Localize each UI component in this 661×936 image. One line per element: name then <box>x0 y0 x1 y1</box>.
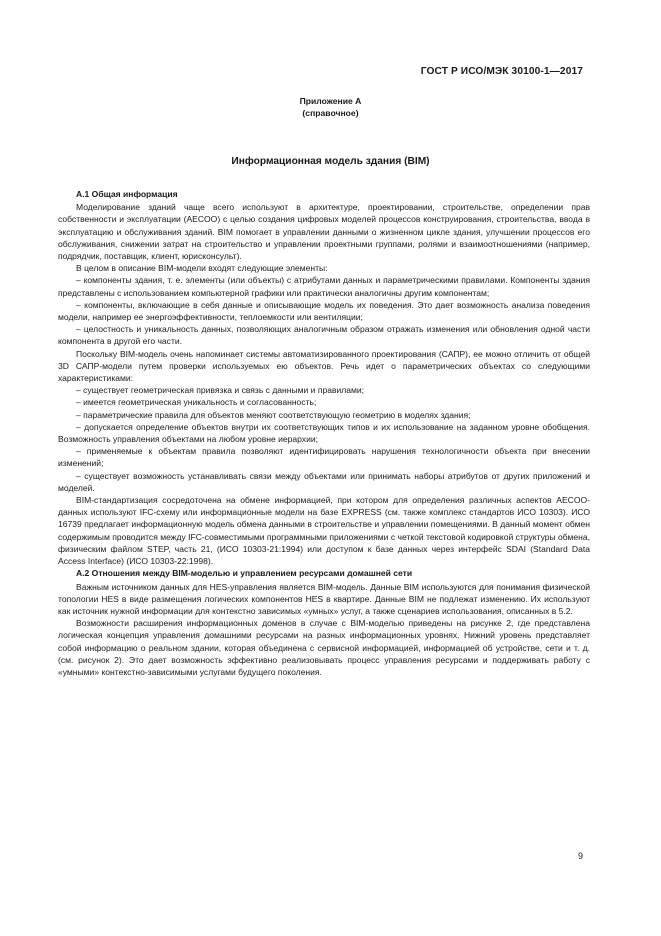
list-item: – компоненты здания, т. е. элементы (или объекты) с атрибутами данных и параметрическими правилами. Компоненты здания представлены с использованием компьютерной графики или практически аналогичны другим компонентам; <box>58 275 590 298</box>
appendix-heading <box>0 95 661 120</box>
document-title: Информационная модель здания (BIM) <box>231 156 430 167</box>
document-body <box>58 185 590 678</box>
section-heading: А.1 Общая информация <box>76 189 178 199</box>
paragraph: Важным источником данных для HES-управления является BIM-модель. Данные BIM используются для понимания физической топологии HES в виде размещения логических компонентов HES в квартире. Данные BIM не подлежат изменению. Их используют как источник нужной информации для контекстно зависимых «умных» услуг, а также сценариев использования, описанных в 5.2. <box>58 581 590 616</box>
paragraph: Поскольку BIM-модель очень напоминает системы автоматизированного проектирования (САПР), ее можно отличить от общей 3D САПР-модели путем проверки используемых ею объектов. Речь идет о параметрических объектах со следующими характеристиками: <box>58 348 590 384</box>
list-item: – параметрические правила для объектов меняют соответствующую геометрию в моделях здания; <box>76 409 471 420</box>
list-item: – целостность и уникальность данных, позволяющих аналогичным образом отражать изменения или обновления одной части компонента в другой его части. <box>58 324 590 347</box>
paragraph: Возможности расширения информационных доменов в случае с BIM-моделью приведены на рисунке 2, где представлена логическая концепция управления домашними ресурсами на разных информационных уровнях. Нижний уровень представляет собой информацию о реальном здании, которая объединена с сервисной информацией, информацией об устройстве, сети и т. д. (см. рисунок 2). Это дает возможность эффективно реализовывать процесс управления ресурсами и поддерживать работу с «умными» контекстно-зависимыми услугами будущего поколения. <box>58 618 590 677</box>
list-item: – компоненты, включающие в себя данные и описывающие модель их поведения. Это дает возможность анализа поведения модели, например ее энергоэффективности, теплоемкости или вентиляции; <box>58 299 590 323</box>
list-item: – допускается определение объектов внутри их соответствующих типов и их использование на заданном уровне обобщения. Возможность управления объектами на любом уровне иерархии; <box>58 421 590 445</box>
section-heading: А.2 Отношения между BIM-моделью и управлением ресурсами домашней сети <box>76 568 413 579</box>
page-number: 9 <box>577 851 583 861</box>
list-item: – применяемые к объектам правила позволяют идентифицировать нарушения технологичности объекта при внесении изменений; <box>58 446 590 469</box>
list-item: – существует возможность устанавливать связи между объектами или принимать наборы атрибутов от других приложений и моделей. <box>58 470 590 493</box>
standard-header: ГОСТ Р ИСО/МЭК 30100-1—2017 <box>420 66 583 77</box>
paragraph: В целом в описание BIM-модели входят следующие элементы: <box>76 263 328 274</box>
appendix-label: Приложение А <box>299 96 362 106</box>
paragraph: BIM-стандартизация сосредоточена на обмене информацией, при котором для определения различных аспектов AECOO-данных используют IFC-схему или информационные модели на базе EXPRESS (см. также комплекс стандартов ИСО 10303). ИСО 16739 предлагает информационную модель обмена данными в строительстве и управлении помещениями. В данный момент обмен содержимым проводится между IFC-совместимыми программными приложениями с четкой текстовой кодировкой структуры обмена, физическим файлом STEP, часть 21, (ИСО 10303-21:1994) или доступом к базе данных через интерфейс SDAI (Standard Data Access Interface) (ИСО 10303-22:1998). <box>58 495 590 567</box>
list-item: – имеется геометрическая уникальность и согласованность; <box>76 397 317 408</box>
paragraph: Моделирование зданий чаще всего используют в архитектуре, проектировании, строительстве, определении прав собственности и эксплуатации (AECOO) с целью создания цифровых моделей процессов конструирования, строительства, ввода в эксплуатацию и обслуживания зданий. BIM помогает в управлении данными о жизненном цикле здания, улучшении процессов его обслуживания, снижении затрат на строительство и управлении проектными группами, ролями и взаимоотношениями (например, подрядчик, поставщик, клиент, юрисконсульт). <box>58 202 590 262</box>
list-item: – существует геометрическая привязка и связь с данными и правилами; <box>76 385 365 396</box>
appendix-type: (справочное) <box>302 108 359 119</box>
